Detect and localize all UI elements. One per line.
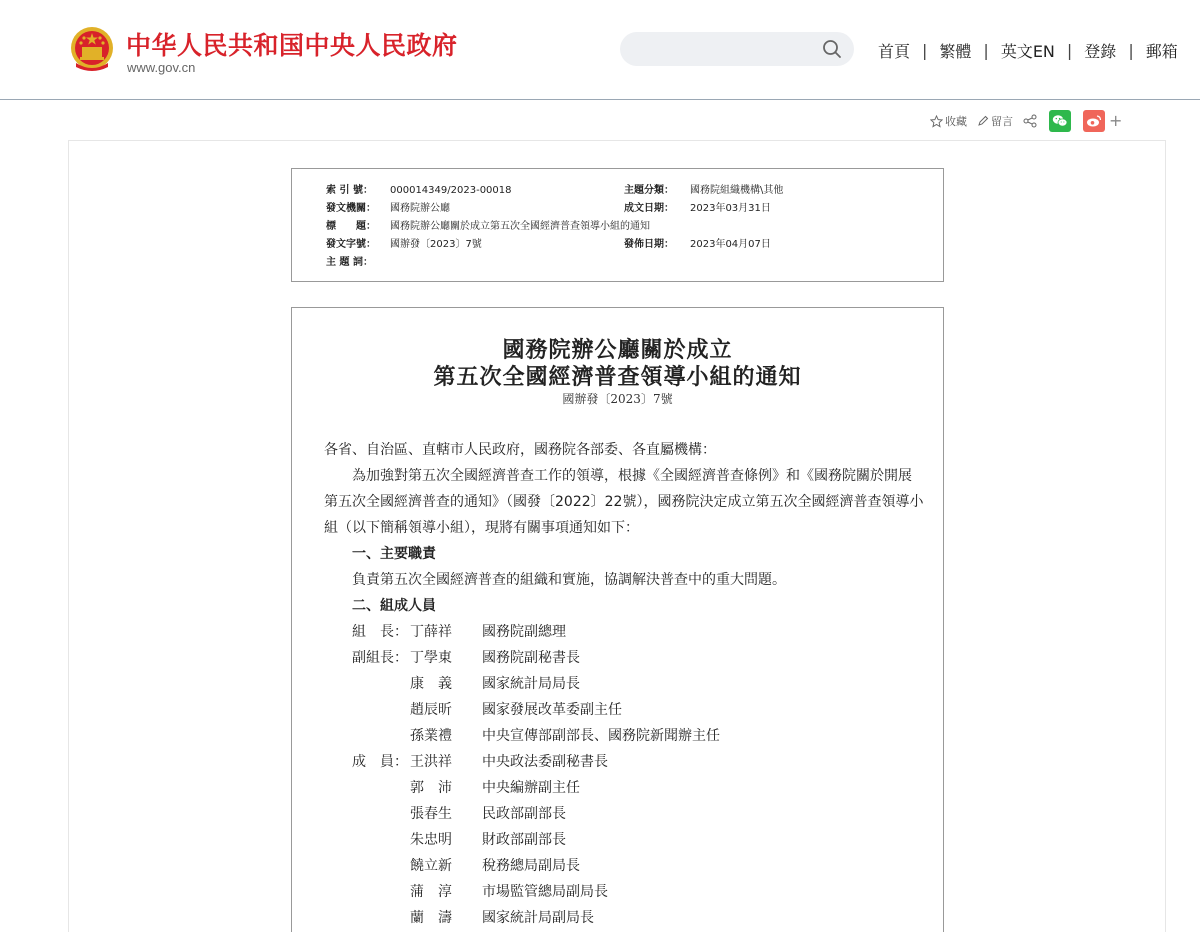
nav-separator: | <box>1066 41 1073 60</box>
member-position: 民政部副部長 <box>482 806 566 822</box>
member-position: 中央政法委副秘書長 <box>482 754 608 770</box>
share-button[interactable] <box>1023 114 1039 128</box>
member-name: 郭 沛 <box>410 780 452 796</box>
member-position: 稅務總局副局長 <box>482 858 580 874</box>
issuer-label: 發文機關： <box>326 203 376 214</box>
doc-number-label: 發文字號： <box>326 239 376 250</box>
index-value: 000014349/2023-00018 <box>390 185 512 196</box>
weibo-icon <box>1086 114 1102 128</box>
member-position: 國家統計局局長 <box>482 676 580 692</box>
member-name: 饒立新 <box>410 858 452 874</box>
nav-home[interactable]: 首頁 <box>878 42 911 61</box>
member-name: 蒲 淳 <box>410 884 452 900</box>
member-role: 副組長： <box>352 650 408 666</box>
favorite-label: 收藏 <box>945 115 967 128</box>
member-position: 國家發展改革委副主任 <box>482 702 622 718</box>
nav-traditional[interactable]: 繁體 <box>939 42 972 61</box>
search-icon[interactable] <box>822 39 842 59</box>
member-name: 丁學東 <box>410 650 452 666</box>
published-date-value: 2023年04月07日 <box>690 239 771 250</box>
nav-mail[interactable]: 郵箱 <box>1145 42 1178 61</box>
document-title-line2: 第五次全國經濟普查領導小組的通知 <box>433 364 802 390</box>
member-name: 趙辰昕 <box>410 702 452 718</box>
nav-separator: | <box>983 41 989 60</box>
main-content-panel <box>68 140 1166 932</box>
meta-row <box>326 200 943 218</box>
paragraph-intro-text: 為加強對第五次全國經濟普查工作的領導，根據《全國經濟普查條例》和《國務院關於開展第五次全國經濟普查的通知》（國發〔2022〕22號），國務院決定成立第五次全國經濟普查領導小組（以下簡稱領導小組），現將有關事項通知如下： <box>324 468 924 536</box>
meta-row <box>326 218 943 236</box>
created-date-label: 成文日期： <box>624 203 674 214</box>
nav-login[interactable]: 登錄 <box>1084 42 1117 61</box>
paragraph-intro <box>324 463 924 541</box>
search-input[interactable] <box>620 32 854 66</box>
category-value: 國務院組織機構\其他 <box>690 185 784 196</box>
national-emblem-icon[interactable] <box>68 25 116 75</box>
section-heading-members: 二、組成人員 <box>352 598 436 614</box>
category-label: 主題分類： <box>624 185 674 196</box>
duties-text: 負責第五次全國經濟普查的組織和實施，協調解決普查中的重大問題。 <box>352 572 786 588</box>
member-role: 成 員： <box>352 754 408 770</box>
comment-label: 留言 <box>991 115 1013 128</box>
section-heading-duties: 一、主要職責 <box>352 546 436 562</box>
wechat-icon <box>1052 114 1068 128</box>
wechat-share-button[interactable] <box>1049 110 1071 132</box>
document-metadata <box>291 168 944 282</box>
member-position: 國務院副總理 <box>482 624 566 640</box>
member-name: 孫業禮 <box>410 728 452 744</box>
nav-separator: | <box>922 41 928 60</box>
nav-english[interactable]: 英文EN <box>1000 42 1055 61</box>
comment-button[interactable] <box>977 113 1013 129</box>
member-name: 朱忠明 <box>410 832 452 848</box>
member-position: 國家統計局副局長 <box>482 910 594 926</box>
keywords-label: 主 題 詞： <box>326 257 373 268</box>
created-date-value: 2023年03月31日 <box>690 203 771 214</box>
favorite-button[interactable] <box>930 113 967 129</box>
member-position: 中央宣傳部副部長、國務院新聞辦主任 <box>482 728 720 744</box>
member-role: 組 長： <box>352 624 408 640</box>
member-position: 市場監管總局副局長 <box>482 884 608 900</box>
meta-row <box>326 254 943 272</box>
star-icon <box>930 115 943 128</box>
weibo-share-button[interactable] <box>1083 110 1105 132</box>
member-name: 康 義 <box>410 676 452 692</box>
member-position: 財政部副部長 <box>482 832 566 848</box>
title-value: 國務院辦公廳關於成立第五次全國經濟普查領導小組的通知 <box>390 221 650 232</box>
nav-separator: | <box>1128 41 1134 60</box>
top-nav <box>878 39 1178 62</box>
share-bar <box>930 110 1122 132</box>
meta-row <box>326 182 943 200</box>
site-url[interactable]: www.gov.cn <box>127 60 196 75</box>
issuer-value: 國務院辦公廳 <box>390 203 450 214</box>
member-name: 王洪祥 <box>410 754 452 770</box>
member-name: 丁薛祥 <box>410 624 452 640</box>
share-icon <box>1023 114 1037 128</box>
document-body <box>291 307 944 932</box>
member-name: 張春生 <box>410 806 452 822</box>
site-header <box>0 0 1200 100</box>
index-label: 索 引 號： <box>326 185 373 196</box>
member-position: 國務院副秘書長 <box>482 650 580 666</box>
doc-number-value: 國辦發〔2023〕7號 <box>390 239 482 250</box>
document-number: 國辦發〔2023〕7號 <box>562 392 673 406</box>
title-label: 標 題： <box>326 221 376 232</box>
pencil-icon <box>977 115 989 127</box>
addressee: 各省、自治區、直轄市人民政府，國務院各部委、各直屬機構： <box>324 442 716 458</box>
more-share-button[interactable]: + <box>1109 111 1123 130</box>
document-title-line1: 國務院辦公廳關於成立 <box>502 337 733 363</box>
published-date-label: 發佈日期： <box>624 239 674 250</box>
member-name: 蘭 濤 <box>410 910 452 926</box>
site-title[interactable]: 中华人民共和国中央人民政府 <box>126 31 458 60</box>
meta-row <box>326 236 943 254</box>
member-position: 中央編辦副主任 <box>482 780 580 796</box>
